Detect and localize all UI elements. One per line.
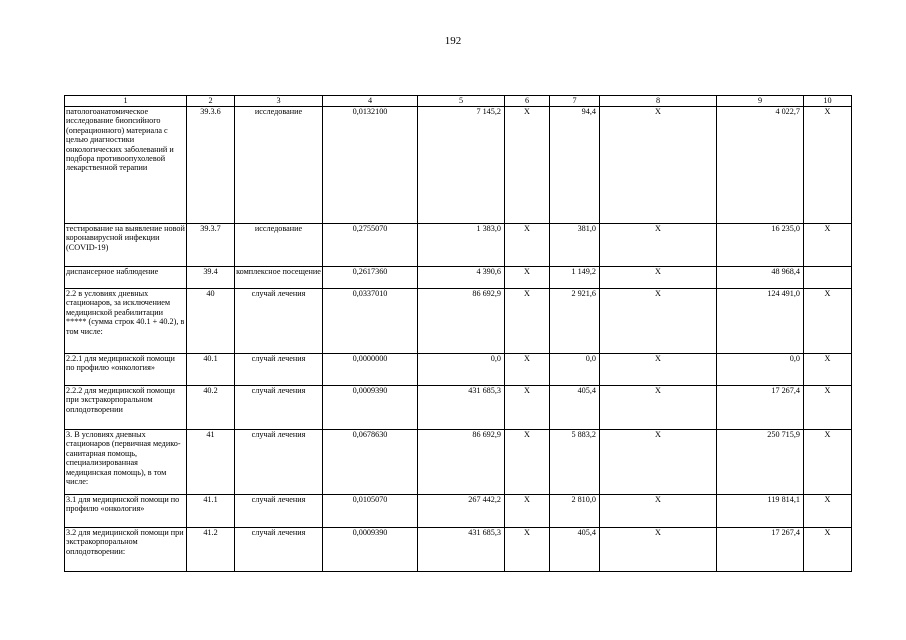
table-cell-col1: патологоанатомическое исследование биопсийного (операционного) материала с целью диагностики онкологических заболеваний и подбора противоопухолевой лекарственной терапии [65, 107, 187, 224]
table-cell-col6: Х [505, 107, 550, 224]
table-cell-col6: Х [505, 386, 550, 430]
table-cell-col6: Х [505, 495, 550, 528]
table-cell-col1: диспансерное наблюдение [65, 267, 187, 289]
table-cell-col6: Х [505, 267, 550, 289]
table-cell-col8: Х [600, 267, 717, 289]
header-row [65, 96, 852, 107]
table-cell-col8: Х [600, 354, 717, 386]
table-cell-col3: случай лечения [235, 495, 323, 528]
table-cell-col10: Х [804, 224, 852, 267]
table-row [65, 354, 852, 386]
table-cell-col10: Х [804, 386, 852, 430]
table-cell-col5: 1 383,0 [418, 224, 505, 267]
table-cell-col7: 94,4 [550, 107, 600, 224]
table-cell-col5: 4 390,6 [418, 267, 505, 289]
table-cell-col2: 40.1 [187, 354, 235, 386]
table-cell-col9: 119 814,1 [717, 495, 804, 528]
table-cell-col3: случай лечения [235, 386, 323, 430]
table-cell-col4: 0,0337010 [323, 289, 418, 354]
table-row [65, 224, 852, 267]
table-cell-col4: 0,0105070 [323, 495, 418, 528]
table-row [65, 386, 852, 430]
table-cell-col3: случай лечения [235, 430, 323, 495]
table-row [65, 528, 852, 572]
table-cell-col9: 16 235,0 [717, 224, 804, 267]
table-cell-col9: 48 968,4 [717, 267, 804, 289]
table-cell-col8: Х [600, 224, 717, 267]
table-cell-col2: 40 [187, 289, 235, 354]
table-cell-col3: случай лечения [235, 289, 323, 354]
table-cell-col3: исследование [235, 107, 323, 224]
table-cell-col5: 86 692,9 [418, 430, 505, 495]
table-cell-col5: 267 442,2 [418, 495, 505, 528]
table-cell-col7: 405,4 [550, 386, 600, 430]
table-cell-col10: Х [804, 354, 852, 386]
table-cell-col5: 7 145,2 [418, 107, 505, 224]
table-cell-col10: Х [804, 107, 852, 224]
table-cell-col6: Х [505, 354, 550, 386]
table-row [65, 267, 852, 289]
table-cell-col3: исследование [235, 224, 323, 267]
table-cell-col9: 0,0 [717, 354, 804, 386]
table-cell-col10: Х [804, 495, 852, 528]
table-cell-col10 [804, 267, 852, 289]
table-cell-col6: Х [505, 224, 550, 267]
header-cell: 7 [550, 96, 600, 107]
table-cell-col4: 0,0132100 [323, 107, 418, 224]
table-cell-col3: комплексное посещение [235, 267, 323, 289]
table-cell-col7: 381,0 [550, 224, 600, 267]
header-cell: 10 [804, 96, 852, 107]
table-cell-col1: 3.1 для медицинской помощи по профилю «онкология» [65, 495, 187, 528]
table-cell-col8: Х [600, 528, 717, 572]
header-cell: 9 [717, 96, 804, 107]
table-cell-col5: 431 685,3 [418, 386, 505, 430]
table-cell-col8: Х [600, 430, 717, 495]
header-cell: 1 [65, 96, 187, 107]
table-row [65, 289, 852, 354]
table-cell-col2: 41.1 [187, 495, 235, 528]
table-cell-col6: Х [505, 289, 550, 354]
table-cell-col10: Х [804, 289, 852, 354]
table-cell-col5: 86 692,9 [418, 289, 505, 354]
table-cell-col8: Х [600, 495, 717, 528]
table-cell-col1: 2.2.2 для медицинской помощи при экстракорпоральном оплодотворении [65, 386, 187, 430]
table-cell-col7: 5 883,2 [550, 430, 600, 495]
header-cell: 4 [323, 96, 418, 107]
header-cell: 8 [600, 96, 717, 107]
table-cell-col7: 2 810,0 [550, 495, 600, 528]
header-cell: 2 [187, 96, 235, 107]
table-cell-col8: Х [600, 107, 717, 224]
table-cell-col4: 0,2755070 [323, 224, 418, 267]
table-cell-col4: 0,0678630 [323, 430, 418, 495]
header-cell: 5 [418, 96, 505, 107]
table-cell-col1: тестирование на выявление новой коронавирусной инфекции (COVID-19) [65, 224, 187, 267]
table-cell-col7: 0,0 [550, 354, 600, 386]
table-cell-col3: случай лечения [235, 528, 323, 572]
header-cell: 3 [235, 96, 323, 107]
table-cell-col8: Х [600, 289, 717, 354]
table-cell-col4: 0,2617360 [323, 267, 418, 289]
table-cell-col10: Х [804, 528, 852, 572]
table-cell-col9: 124 491,0 [717, 289, 804, 354]
table-cell-col6: Х [505, 430, 550, 495]
table-cell-col9: 250 715,9 [717, 430, 804, 495]
table-row [65, 430, 852, 495]
table-cell-col9: 17 267,4 [717, 528, 804, 572]
table-cell-col2: 41 [187, 430, 235, 495]
table-cell-col7: 1 149,2 [550, 267, 600, 289]
header-cell: 6 [505, 96, 550, 107]
table-cell-col2: 40.2 [187, 386, 235, 430]
table-cell-col4: 0,0000000 [323, 354, 418, 386]
table-cell-col4: 0,0009390 [323, 386, 418, 430]
table-cell-col6: Х [505, 528, 550, 572]
table-cell-col7: 2 921,6 [550, 289, 600, 354]
table-cell-col2: 41.2 [187, 528, 235, 572]
table-cell-col7: 405,4 [550, 528, 600, 572]
table-cell-col9: 4 022,7 [717, 107, 804, 224]
table-cell-col9: 17 267,4 [717, 386, 804, 430]
table-cell-col2: 39.3.6 [187, 107, 235, 224]
table-cell-col2: 39.4 [187, 267, 235, 289]
table-cell-col4: 0,0009390 [323, 528, 418, 572]
table-cell-col8: Х [600, 386, 717, 430]
table-cell-col3: случай лечения [235, 354, 323, 386]
table-row [65, 107, 852, 224]
table-row [65, 495, 852, 528]
table-cell-col1: 3. В условиях дневных стационаров (первичная медико-санитарная помощь, специализированная медицинская помощь), в том числе: [65, 430, 187, 495]
data-table [64, 95, 852, 572]
table-cell-col1: 2.2.1 для медицинской помощи по профилю «онкология» [65, 354, 187, 386]
page-number: 192 [444, 35, 462, 47]
table-cell-col1: 2.2 в условиях дневных стационаров, за исключением медицинской реабилитации ***** (сумма строк 40.1 + 40.2), в том числе: [65, 289, 187, 354]
table-cell-col5: 431 685,3 [418, 528, 505, 572]
table-cell-col5: 0,0 [418, 354, 505, 386]
table-cell-col1: 3.2 для медицинской помощи при экстракорпоральном оплодотворении: [65, 528, 187, 572]
table-cell-col10: Х [804, 430, 852, 495]
table-cell-col2: 39.3.7 [187, 224, 235, 267]
